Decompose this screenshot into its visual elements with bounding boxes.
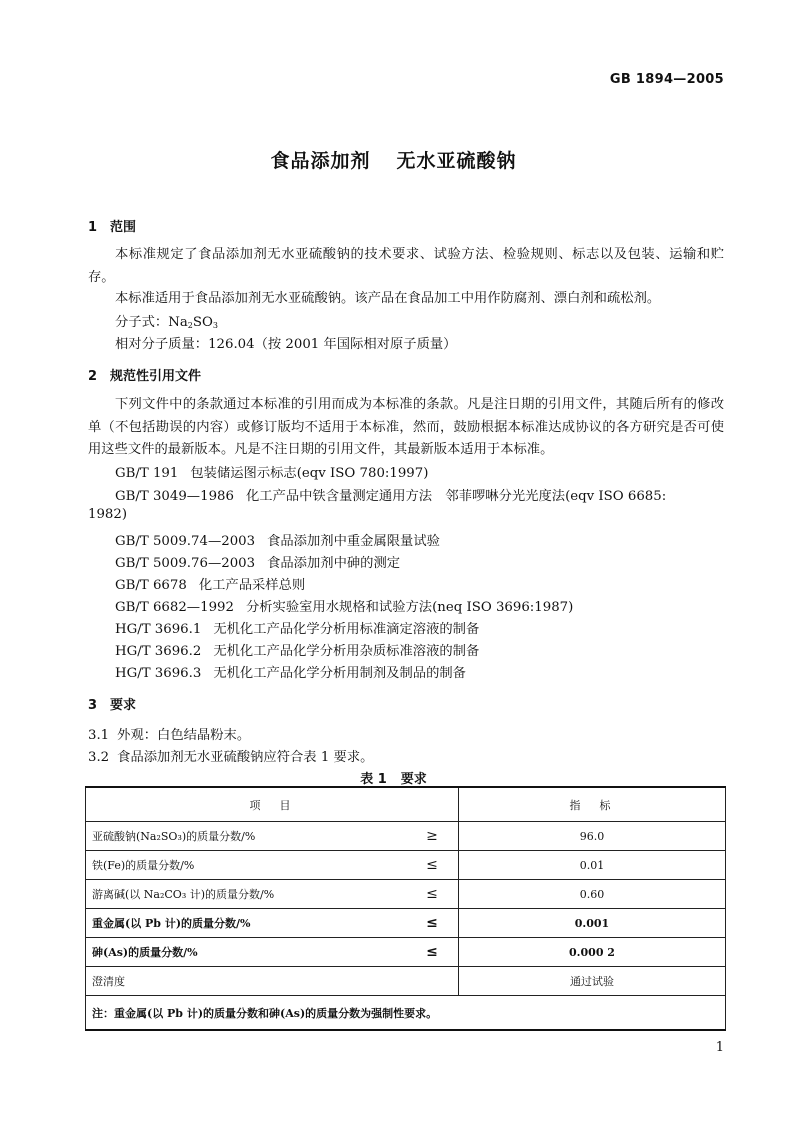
reference-title: 无机化工产品化学分析用标准滴定溶液的制备 <box>213 622 480 637</box>
row-value: 0.60 <box>459 880 726 909</box>
reference-title: 食品添加剂中砷的测定 <box>267 556 401 571</box>
row-value: 0.001 <box>459 909 726 938</box>
row-operator: ≤ <box>406 938 459 967</box>
clause-number: 3.1 <box>88 728 110 743</box>
table-row <box>86 822 726 851</box>
reference-title: 食品添加剂中重金属限量试验 <box>267 534 440 549</box>
reference-line <box>115 462 428 481</box>
reference-line <box>115 530 440 549</box>
table-note-row <box>86 996 726 1031</box>
table-caption <box>0 768 787 787</box>
header-item: 项 目 <box>86 787 459 822</box>
reference-code: GB/T 6678 <box>115 578 187 593</box>
row-operator: ≥ <box>406 822 459 851</box>
header-value: 指 标 <box>459 787 726 822</box>
reference-line <box>115 485 666 504</box>
reference-code: GB/T 5009.74—2003 <box>115 534 256 549</box>
section-title: 要求 <box>110 698 137 713</box>
section-number: 1 <box>88 220 98 235</box>
row-value: 通过试验 <box>459 967 726 996</box>
reference-title: 无机化工产品化学分析用制剂及制品的制备 <box>213 666 466 681</box>
table-row <box>86 880 726 909</box>
formula-part: SO <box>192 315 213 330</box>
clause-number: 3.2 <box>88 750 110 765</box>
reference-line <box>115 552 400 571</box>
table-caption-number: 表 1 <box>360 772 387 787</box>
title-part-1: 食品添加剂 <box>270 150 371 172</box>
molecular-formula <box>115 311 218 330</box>
row-operator: ≤ <box>406 909 459 938</box>
row-item: 亚硫酸钠(Na₂SO₃)的质量分数/% <box>86 822 407 851</box>
reference-line <box>115 662 466 681</box>
reference-title: 化工产品中铁含量测定通用方法 邻菲啰啉分光光度法(eqv ISO 6685: <box>245 489 667 504</box>
row-item: 砷(As)的质量分数/% <box>86 938 407 967</box>
formula-part: Na <box>168 315 188 330</box>
scope-paragraph-2: 本标准适用于食品添加剂无水亚硫酸钠。该产品在食品加工中用作防腐剂、漂白剂和疏松剂。 <box>115 291 661 306</box>
reference-line <box>115 596 573 615</box>
title-part-2: 无水亚硫酸钠 <box>396 150 517 172</box>
row-item: 重金属(以 Pb 计)的质量分数/% <box>86 909 407 938</box>
row-item: 澄清度 <box>86 967 407 996</box>
table-note: 注：重金属(以 Pb 计)的质量分数和砷(As)的质量分数为强制性要求。 <box>86 996 726 1031</box>
reference-title: 包装储运图示标志(eqv ISO 780:1997) <box>190 466 429 481</box>
formula-subscript: 2 <box>187 321 193 330</box>
section-number: 2 <box>88 369 98 384</box>
section-1-heading <box>88 216 136 235</box>
standard-number: GB 1894—2005 <box>609 72 724 87</box>
reference-title: 化工产品采样总则 <box>198 578 306 593</box>
row-operator <box>406 967 459 996</box>
row-operator: ≤ <box>406 851 459 880</box>
reference-title: 分析实验室用水规格和试验方法(neq ISO 3696:1987) <box>245 600 574 615</box>
row-item: 游离碱(以 Na₂CO₃ 计)的质量分数/% <box>86 880 407 909</box>
section-2-heading <box>88 365 201 384</box>
reference-title: 1982) <box>88 507 128 522</box>
table-row <box>86 967 726 996</box>
scope-paragraph-1: 本标准规定了食品添加剂无水亚硫酸钠的技术要求、试验方法、检验规则、标志以及包装、运输和贮存。 <box>88 247 724 285</box>
clause-text: 外观：白色结晶粉末。 <box>117 728 251 743</box>
clause-3-2 <box>88 746 373 765</box>
reference-line <box>115 618 479 637</box>
table-header-row <box>86 787 726 822</box>
references-intro: 下列文件中的条款通过本标准的引用而成为本标准的条款。凡是注日期的引用文件，其随后所有的修改单（不包括勘误的内容）或修订版均不适用于本标准，然而，鼓励根据本标准达成协议的各方研究是否可使用这些文件的最新版本。凡是不注日期的引用文件，其最新版本适用于本标准。 <box>88 397 724 457</box>
row-value: 96.0 <box>459 822 726 851</box>
reference-code: GB/T 3049—1986 <box>115 489 234 504</box>
reference-line <box>115 574 305 593</box>
reference-line <box>115 640 479 659</box>
row-value: 0.01 <box>459 851 726 880</box>
molecular-mass: 相对分子质量：126.04（按 2001 年国际相对原子质量） <box>115 337 457 352</box>
row-value: 0.000 2 <box>459 938 726 967</box>
section-3-heading <box>88 694 136 713</box>
reference-code: GB/T 6682—1992 <box>115 600 234 615</box>
reference-line-continued <box>88 507 127 522</box>
formula-subscript: 3 <box>212 321 218 330</box>
page-number: 1 <box>715 1040 724 1055</box>
clause-text: 食品添加剂无水亚硫酸钠应符合表 1 要求。 <box>117 750 374 765</box>
reference-code: HG/T 3696.3 <box>115 666 202 681</box>
page-title <box>0 146 787 173</box>
formula-label: 分子式： <box>115 315 169 330</box>
reference-code: GB/T 5009.76—2003 <box>115 556 256 571</box>
section-number: 3 <box>88 698 98 713</box>
row-operator: ≤ <box>406 880 459 909</box>
row-item: 铁(Fe)的质量分数/% <box>86 851 407 880</box>
reference-code: HG/T 3696.1 <box>115 622 202 637</box>
table-row <box>86 938 726 967</box>
table-row <box>86 851 726 880</box>
requirements-table <box>85 786 726 1031</box>
reference-code: GB/T 191 <box>115 466 179 481</box>
reference-title: 无机化工产品化学分析用杂质标准溶液的制备 <box>213 644 480 659</box>
table-caption-title: 要求 <box>400 772 427 787</box>
table-row <box>86 909 726 938</box>
clause-3-1 <box>88 724 250 743</box>
section-title: 规范性引用文件 <box>110 369 202 384</box>
section-title: 范围 <box>110 220 137 235</box>
reference-code: HG/T 3696.2 <box>115 644 202 659</box>
